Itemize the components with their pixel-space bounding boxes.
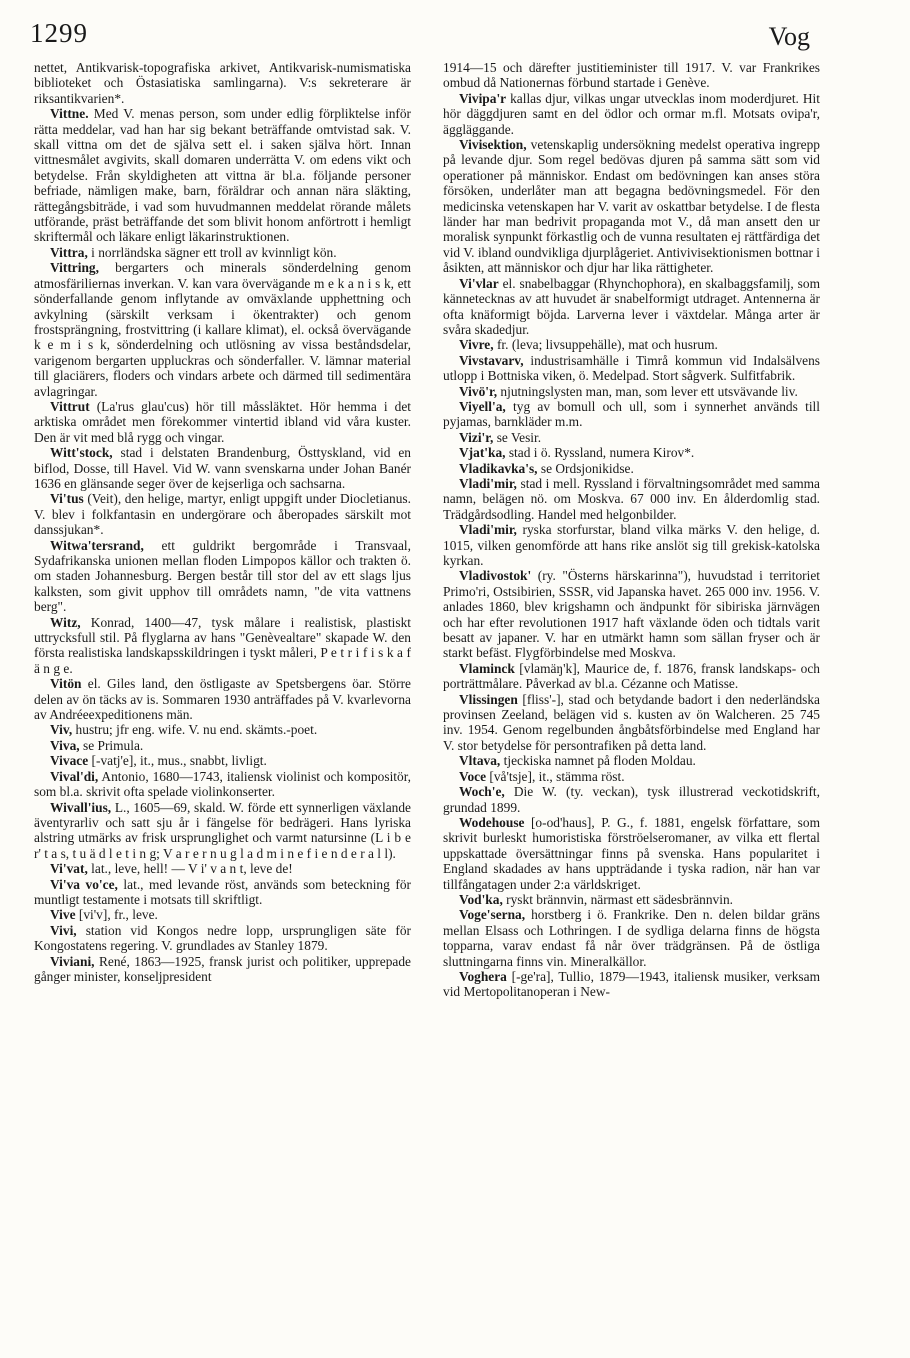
entry-text: [vå'tsje], it., stämma röst.: [486, 768, 625, 784]
entry-text: (Veit), den helige, martyr, enligt uppgift under Diocletianus. V. blev i folkfantasin en undergörare och åberopades särskilt mot danssjukan*.: [34, 491, 411, 538]
entry-text: station vid Kongos nedre lopp, ursprungligen säte för Kongostatens regering. V. grundlades av Stanley 1879.: [34, 922, 411, 954]
dictionary-entry: [443, 661, 820, 692]
entry-text: ryskt brännvin, närmast ett sädesbrännvin.: [502, 891, 733, 907]
entry-text: njutningslysten man, man, som lever ett utsvävande liv.: [497, 383, 798, 399]
right-column: [443, 60, 820, 1000]
entry-headword: Vive: [50, 907, 76, 923]
entry-text: (La'rus glau'cus) hör till måssläktet. Hör hemma i det arktiska området men förekommer vintertid ibland vid våra kuster. Den är vit med blå rygg och vingar.: [34, 398, 411, 445]
page-number: 1299: [30, 18, 88, 48]
dictionary-entry: [34, 106, 411, 245]
entry-headword: Viva,: [50, 737, 80, 753]
entry-text: se Ordsjonikidse.: [537, 460, 634, 476]
entry-headword: Witz,: [50, 614, 81, 630]
entry-headword: Witt'stock,: [50, 445, 113, 461]
dictionary-entry: [34, 445, 411, 491]
entry-text: 1914—15 och därefter justitieminister till 1917. V. var Frankrikes ombud då Nationernas förbund startade i Genève.: [443, 60, 820, 91]
entry-headword: Vivisektion,: [459, 137, 527, 153]
dictionary-entry: [443, 276, 820, 338]
entry-text: [-ge'ra], Tullio, 1879—1943, italiensk musiker, verksam vid Mertopolitanoperan i New-: [443, 968, 820, 1000]
entry-text: horstberg i ö. Frankrike. Den n. delen bildar gräns mellan Elsass och Lothringen. I de sydliga delarna finns de högsta topparna, varav endast få når över trädgränsen. På de östliga sluttningarna finns vin. Mineralkällor.: [443, 907, 820, 969]
entry-headword: Vival'di,: [50, 768, 99, 784]
entry-text: [vi'v], fr., leve.: [75, 907, 158, 923]
dictionary-entry: [34, 769, 411, 800]
entry-text: se Primula.: [79, 737, 144, 753]
entry-text: lat., med levande röst, används som beteckning för muntligt testamente i motsats till skriftligt.: [34, 876, 411, 907]
entry-text: fr. (leva; livsuppehälle), mat och husrum.: [493, 337, 718, 353]
entry-text: Konrad, 1400—47, tysk målare i realistisk, plastiskt uttrycksfull stil. På flyglarna av hans "Genèvealtare" skapade W. den första realistiska landskapsskildringen i tyskt måleri, P e t r i f i s k a f ä n g e.: [34, 614, 411, 676]
dictionary-entry: [443, 445, 820, 460]
entry-text: lat., leve, hell! — V i' v a n t, leve de!: [87, 861, 293, 877]
entry-text: René, 1863—1925, fransk jurist och politiker, upprepade gånger minister, konseljpresident: [34, 953, 411, 984]
dictionary-entry: [443, 91, 820, 137]
entry-text: industrisamhälle i Timrå kommun vid Indalsälvens utlopp i Bottniska viken, ö. Medelpad. Stort sågverk. Sulfitfabrik.: [443, 352, 820, 384]
entry-headword: Vivace: [50, 753, 89, 769]
entry-headword: Vltava,: [459, 753, 501, 769]
dictionary-entry: [34, 615, 411, 677]
entry-text: stad i delstaten Brandenburg, Östtyskland, vid en biflod, Dosse, till Havel. Vid W. vann svenskarna under Johan Banér 1636 en glänsande seger över de kejserliga och sachsarna.: [34, 445, 411, 491]
dictionary-entry: [443, 568, 820, 660]
entry-text: tjeckiska namnet på floden Moldau.: [500, 753, 696, 769]
dictionary-entry: [443, 476, 820, 522]
entry-headword: Vivre,: [459, 337, 494, 353]
entry-headword: Wivall'ius,: [50, 799, 112, 815]
entry-headword: Vi'tus: [50, 491, 84, 507]
entry-headword: Viv,: [50, 722, 73, 738]
dictionary-entry: [443, 969, 820, 1000]
entry-headword: Vivö'r,: [459, 383, 498, 399]
entry-text: nettet, Antikvarisk-topografiska arkivet, Antikvarisk-numismatiska biblioteket och Östasiatiska samlingarna). V:s sekreterare är riksantikvarien*.: [34, 60, 411, 106]
entry-headword: Vittra,: [50, 244, 88, 260]
entry-headword: Voce: [459, 768, 487, 784]
entry-text: [vlamäŋ'k], Maurice de, f. 1876, fransk landskaps- och porträttmålare. Påverkad av bl.a. Cézanne och Matisse.: [443, 660, 820, 692]
entry-text: (ry. "Österns härskarinna"), huvudstad i territoriet Primo'ri, Ostsibirien, SSSR, vid Japanska havet. 265 000 inv. 1956. V. anlades 1860, blev krigshamn och ändpunkt för sibiriska järnvägen och har efter revolutionen 1917 haft växlande öden och tidtals varit besatt av japaner. V. har en utmärkt hamn som sällan fryser och är starkt befäst. Flygförbindelse med Moskva.: [443, 568, 820, 661]
dictionary-entry: [34, 676, 411, 722]
entry-headword: Vi'va vo'ce,: [50, 876, 118, 892]
entry-headword: Vi'vlar: [459, 275, 499, 291]
entry-headword: Vjat'ka,: [459, 445, 506, 461]
dictionary-entry: [34, 923, 411, 954]
dictionary-entry: [443, 337, 820, 352]
entry-headword: Viviani,: [50, 953, 95, 969]
entry-text: ett guldrikt bergområde i Transvaal, Sydafrikanska unionen mellan floden Limpopos källor och trakten ö. om staden Johannesburg. Bergen består till stor del av ett slags ljus kalksten, som givit upphov till områdets namn, "de vita vattnens berg".: [34, 537, 411, 615]
entry-headword: Witwa'tersrand,: [50, 537, 144, 553]
dictionary-entry: [34, 800, 411, 862]
dictionary-entry: [34, 877, 411, 908]
entry-text: hustru; jfr eng. wife. V. nu end. skämts.-poet.: [72, 722, 318, 738]
dictionary-entry: [34, 907, 411, 922]
dictionary-entry: [443, 430, 820, 445]
dictionary-entry: [443, 353, 820, 384]
dictionary-entry: [443, 461, 820, 476]
dictionary-entry: [34, 753, 411, 768]
entry-headword: Woch'e,: [459, 784, 505, 800]
dictionary-entry: [34, 245, 411, 260]
entry-text: el. snabelbaggar (Rhynchophora), en skalbaggsfamilj, som kännetecknas av att huvudet är snabelformigt utdraget. Antennerna är ofta knäformigt böjda. Larverna lever i växtdelar. Många arter är svåra skadedjur.: [443, 275, 820, 337]
dictionary-entry: [443, 137, 820, 276]
dictionary-entry: [34, 60, 411, 106]
left-column: [34, 60, 411, 984]
dictionary-entry: [443, 384, 820, 399]
entry-headword: Vivstavarv,: [459, 352, 524, 368]
dictionary-entry: [443, 522, 820, 568]
entry-text: i norrländska sägner ett troll av kvinnligt kön.: [87, 244, 337, 260]
entry-text: stad i ö. Ryssland, numera Kirov*.: [505, 445, 695, 461]
entry-headword: Vi'vat,: [50, 861, 88, 877]
entry-text: Med V. menas person, som under edlig förpliktelse inför rätta meddelar, vad han har sig bekant beträffande omtvistad sak. V. skall vittna om det de själva sett el. i saken själva hört. Innan vittnesmålet avgivits, skall domaren underrätta V. om edens vikt och betydelse. Från skyldigheten att vittna är bl.a. följande personer befriade, nämligen make, barn, föräldrar och annan nära släkting, rättegångsbiträde, i vad som huvudmannen meddelat rörande målets utförande, präst beträffande det som blivit honom anförtrott i hemligt skriftermål och läkare enligt läkarinstruktionen.: [34, 106, 411, 245]
entry-text: ryska storfurstar, bland vilka märks V. den helige, d. 1015, vilken genomförde att hans rike anslöt sig till grekisk-katolska kyrkan.: [443, 522, 820, 568]
entry-text: stad i mell. Ryssland i förvaltningsområdet med samma namn, belägen nö. om Moskva. 67 000 inv. En ålderdomlig stad. Trädgårdsodling. Handel med helgonbilder.: [443, 475, 820, 522]
entry-headword: Vitön: [50, 676, 82, 692]
dictionary-entry: [34, 260, 411, 399]
entry-headword: Vladikavka's,: [459, 460, 538, 476]
entry-headword: Vizi'r,: [459, 429, 494, 445]
entry-headword: Vlaminck: [459, 660, 515, 676]
dictionary-entry: [443, 892, 820, 907]
entry-text: se Vesir.: [493, 429, 542, 445]
entry-headword: Vladivostok': [459, 568, 532, 584]
entry-headword: Vladi'mir,: [459, 475, 517, 491]
entry-text: vetenskaplig undersökning medelst operativa ingrepp på levande djur. Som regel bedövas djuren på samma sätt som vid operationer på människor. Endast om bedövningen kan anses störa försöken, underlåter man att begagna bedövningsmedel. För den medicinska vetenskapen har V. varit av oskattbar betydelse. I de flesta länder har man bedrivit propaganda mot V., då man ansett den ur moralisk synpunkt förkastlig och de vunna resultaten ej rättfärdiga det vid V. ibland oundvikliga djurplågeriet. Antivivisektionismen bottnar i åsikten, att människor och djur har lika rättigheter.: [443, 137, 821, 276]
entry-headword: Vittrut: [50, 398, 90, 414]
dictionary-entry: [34, 722, 411, 737]
entry-headword: Wodehouse: [459, 814, 525, 830]
entry-text: kallas djur, vilkas ungar utvecklas inom moderdjuret. Hit hör däggdjuren samt en del ödlor och ormar m.fl. Motsats ovipa'r, äggläggande.: [443, 90, 820, 137]
dictionary-entry: [34, 399, 411, 445]
entry-text: L., 1605—69, skald. W. förde ett synnerligen växlande äventyrarliv och satt sju år i fängelse för bedrägeri. Hans lyriska alstring utmärks av frisk ursprunglighet och varmt natursinne (L i b e r' t a s, t u ä d l e t i n g; V a r e r n u g l a d m i n e f i e n d e r a l l).: [34, 799, 411, 861]
entry-headword: Vivi,: [50, 922, 77, 938]
entry-text: el. Giles land, den östligaste av Spetsbergens öar. Större delen av ön täcks av is. Sommaren 1930 anträffades på V. kvarlevorna av Andréeexpeditionens män.: [34, 676, 411, 723]
dictionary-entry: [443, 769, 820, 784]
entry-headword: Voge'serna,: [459, 907, 526, 923]
entry-text: Die W. (ty. veckan), tysk illustrerad veckotidskrift, grundad 1899.: [443, 784, 820, 815]
entry-text: [-vatj'e], it., mus., snabbt, livligt.: [88, 753, 267, 769]
dictionary-entry: [443, 907, 820, 969]
entry-headword: Viyell'a,: [459, 398, 506, 414]
dictionary-entry: [443, 753, 820, 768]
dictionary-entry: [34, 538, 411, 615]
entry-headword: Vivipa'r: [459, 90, 507, 106]
dictionary-entry: [443, 815, 820, 892]
entry-headword: Vittne.: [50, 106, 89, 122]
entry-headword: Voghera: [459, 968, 507, 984]
entry-text: tyg av bomull och ull, som i synnerhet används till pyjamas, barnkläder m.m.: [443, 398, 820, 430]
entry-text: bergarters och minerals sönderdelning genom atmosfäriliernas inverkan. V. kan vara övervägande m e k a n i s k, ett sönderfallande genom inflytande av omväxlande upphettning och avkylning (särskilt verksam i ökentrakter) och genom frostsprängning, frostvittring (i kallare klimat), el. också övervägande k e m i s k, sönderdelning och utlösning av vissa beståndsdelar, varigenom bergarten uppluckras och sönderfaller. V. lämnar material till glaciärers, floders och vindars arbete och därmed till sedimentära avlagringar.: [34, 260, 411, 399]
entry-text: Antonio, 1680—1743, italiensk violinist och kompositör, som bl.a. skrivit ofta spelade violinkonserter.: [34, 768, 411, 800]
entry-text: [o-od'haus], P. G., f. 1881, engelsk författare, som skrivit burleskt humoristiska förströelseromaner, av vilka ett flertal uppskattade översättningar finns på svenska. Hans popularitet i England skadades av hans uppträdande i tyska radion, när han var tillfångatagen under 2:a världskriget.: [443, 814, 820, 892]
dictionary-entry: [34, 491, 411, 537]
dictionary-entry: [443, 692, 820, 754]
dictionary-entry: [443, 399, 820, 430]
dictionary-entry: [443, 784, 820, 815]
entry-headword: Vlissingen: [459, 691, 518, 707]
entry-headword: Vod'ka,: [459, 891, 503, 907]
dictionary-entry: [443, 60, 820, 91]
running-head: Vog: [768, 22, 810, 51]
entry-text: [fliss'-], stad och betydande badort i den nederländska provinsen Zeeland, belägen vid s. kusten av ön Walcheren. 25 745 inv. 1954. Genom regelbunden ångbåtsförbindelse med England har V. stor betydelse för persontrafiken på detta land.: [443, 691, 820, 753]
dictionary-entry: [34, 738, 411, 753]
dictionary-entry: [34, 954, 411, 985]
dictionary-entry: [34, 861, 411, 876]
entry-headword: Vittring,: [50, 260, 99, 276]
entry-headword: Vladi'mir,: [459, 522, 517, 538]
